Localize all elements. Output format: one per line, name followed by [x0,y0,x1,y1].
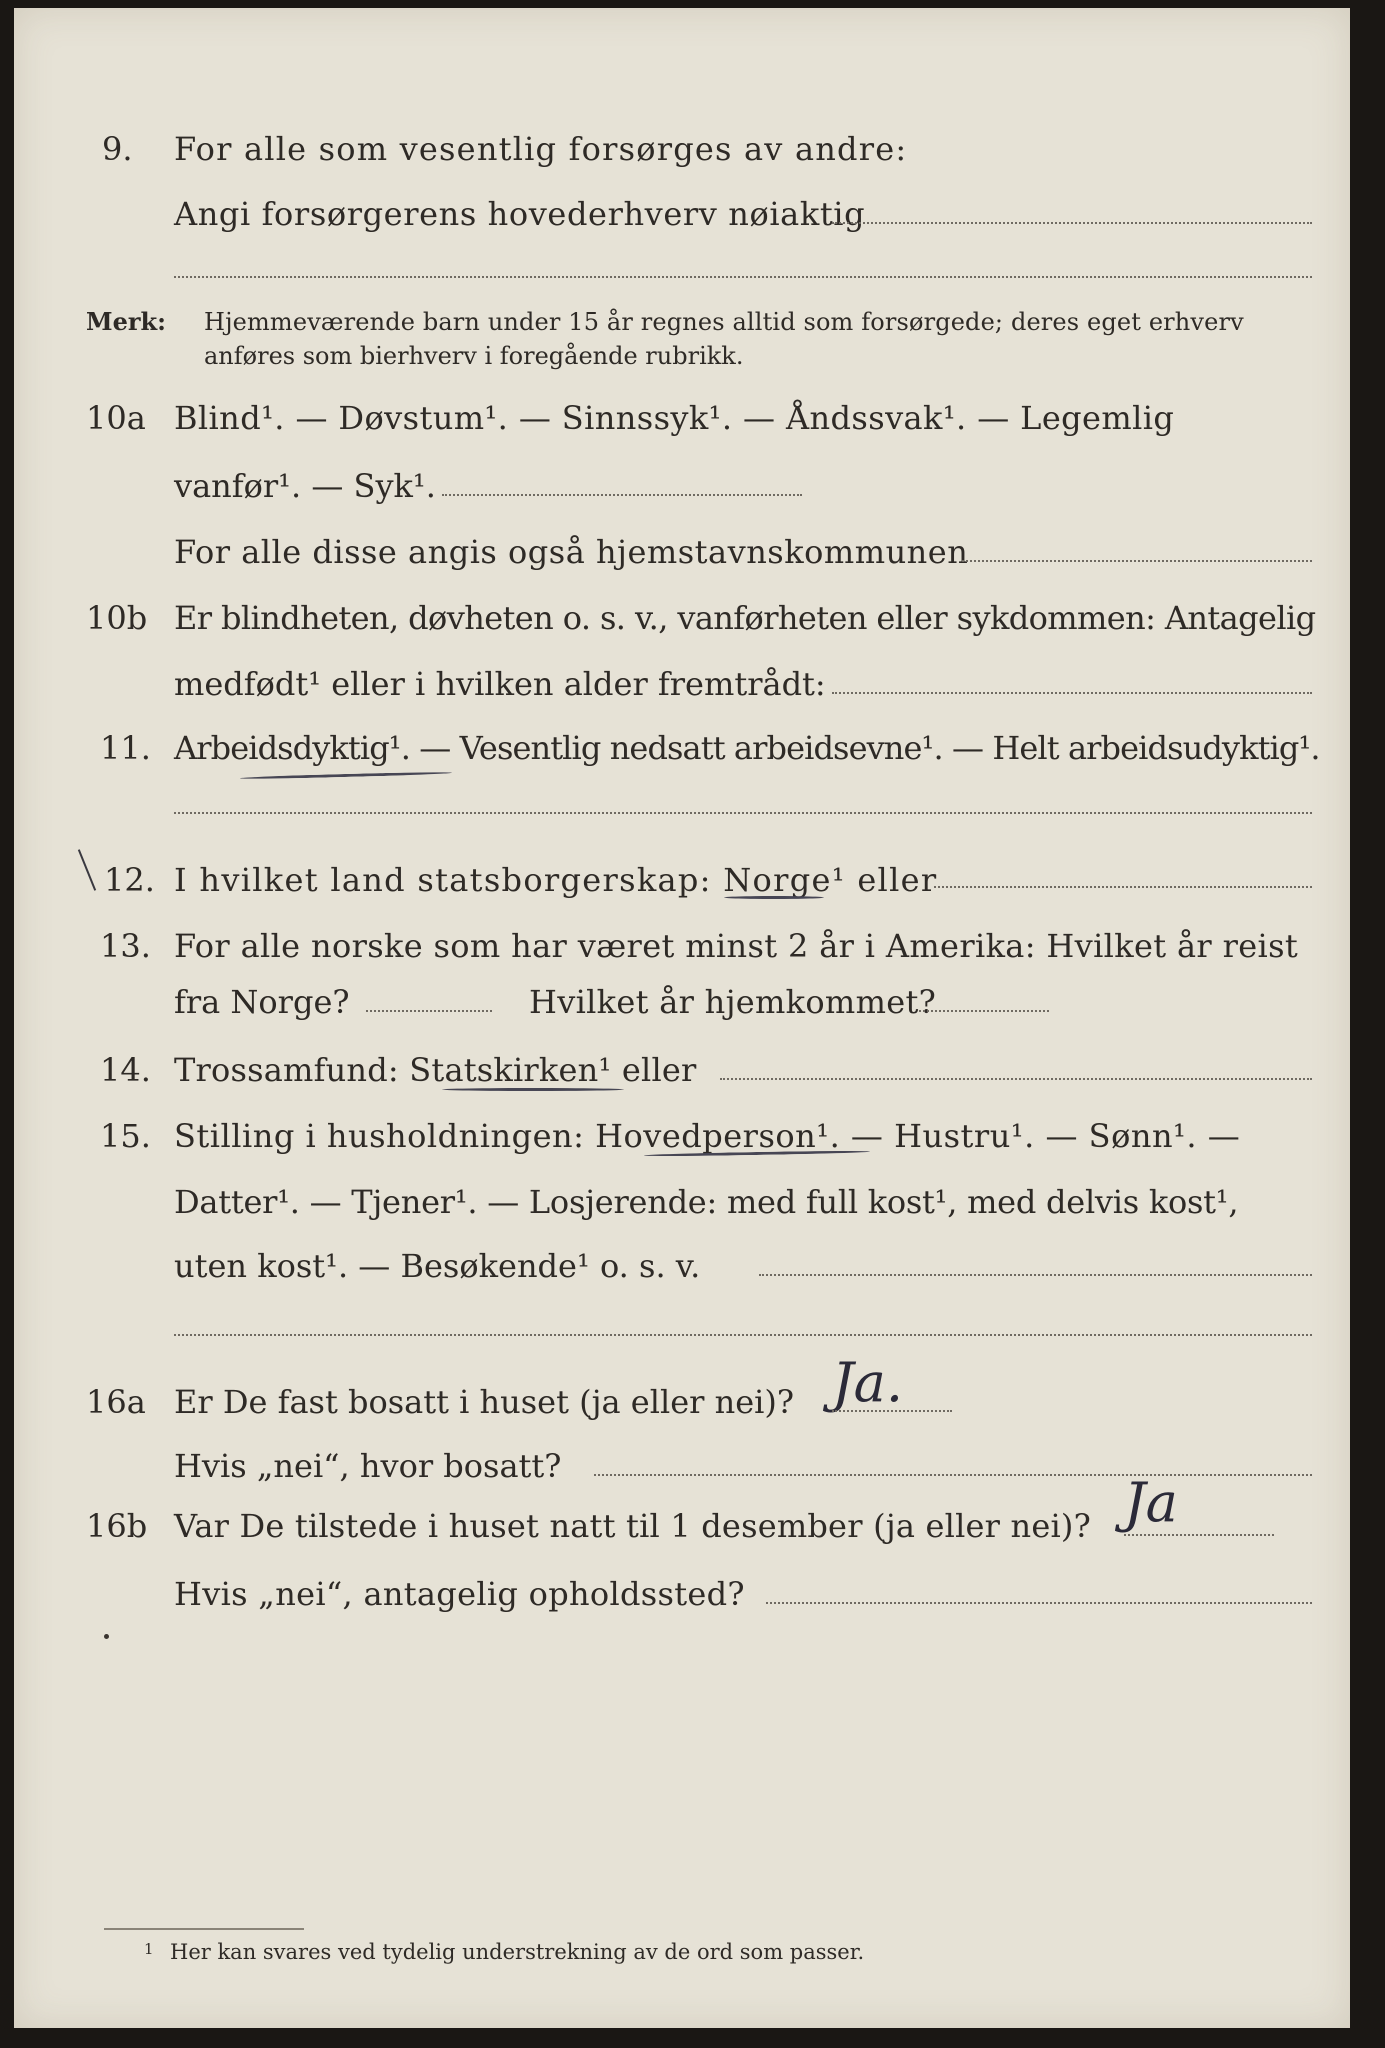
item-16b-location-line [766,1602,1312,1604]
item-13-return-line [919,1010,1049,1012]
item-11-line-1: Arbeidsdyktig¹. — Vesentlig nedsatt arbeidsevne¹. — Helt arbeidsudyktig¹. [174,729,1320,767]
item-10a-answer-line [442,494,802,496]
item-15-answer-line-2 [174,1334,1312,1336]
item-16a-residence-line [594,1474,1312,1476]
item-number-10a: 10a [86,399,146,437]
item-16b-answer-line [1124,1534,1274,1536]
item-number-13: 13. [100,927,151,965]
item-number-15: 15. [100,1117,151,1155]
item-10a-line-3: For alle disse angis også hjemstavnskommunen [174,533,969,571]
merk-line-2: anføres som bierhverv i foregående rubrikk. [204,342,744,370]
item-number-16b: 16b [86,1507,148,1545]
footnote-separator [104,1928,304,1930]
item-number-16a: 16a [86,1383,146,1421]
footnote-text: Her kan svares ved tydelig understrekning av de ord som passer. [170,1940,865,1964]
item-14-line-1: Trossamfund: Statskirken¹ eller [174,1051,697,1089]
item-15-line-3: uten kost¹. — Besøkende¹ o. s. v. [174,1247,701,1285]
item-9-answer-line-2 [174,276,1312,278]
item-9-answer-line [832,222,1312,224]
item-14-answer-line [720,1078,1312,1080]
census-form-page [14,8,1350,2028]
item-10a-line-2: vanfør¹. — Syk¹. [174,467,436,505]
item-12-answer-line [934,886,1312,888]
item-16b-line-1: Var De tilstede i huset natt til 1 desember (ja eller nei)? [174,1507,1091,1545]
item-10b-line-1: Er blindheten, døvheten o. s. v., vanførheten eller sykdommen: Antagelig [174,599,1316,637]
ink-dot [104,1634,109,1639]
item-16a-line-2: Hvis „nei“, hvor bosatt? [174,1447,562,1485]
item-number-12: 12. [104,861,155,899]
item-number-9: 9. [102,130,133,168]
item-15-answer-line [759,1274,1312,1276]
item-number-10b: 10b [86,599,148,637]
item-10a-hometown-line [962,560,1312,562]
item-13-line-1: For alle norske som har været minst 2 år i Amerika: Hvilket år reist [174,927,1299,965]
underline-arbeidsdyktig [240,771,452,780]
merk-line-1: Hjemmeværende barn under 15 år regnes alltid som forsørgede; deres eget erhverv [204,308,1244,336]
item-13-line-2b: Hvilket år hjemkommet? [529,983,937,1021]
item-number-14: 14. [100,1051,151,1089]
item-15-line-1: Stilling i husholdningen: Hovedperson¹. — Hustru¹. — Sønn¹. — [174,1117,1241,1155]
item-11-answer-line [174,812,1312,814]
item-10a-line-1: Blind¹. — Døvstum¹. — Sinnssyk¹. — Åndssvak¹. — Legemlig [174,399,1175,437]
item-15-line-2: Datter¹. — Tjener¹. — Losjerende: med full kost¹, med delvis kost¹, [174,1183,1239,1221]
merk-label: Merk: [86,307,166,336]
underline-norge [724,896,824,899]
item-16a-line-1: Er De fast bosatt i huset (ja eller nei)? [174,1383,795,1421]
underline-statskirken [442,1088,624,1091]
item-9-line-2: Angi forsørgerens hovederhverv nøiaktig [174,195,866,233]
item-16a-answer-line [832,1410,952,1412]
handwritten-answer-16a: Ja. [832,1351,904,1414]
item-10b-answer-line [832,692,1312,694]
item-13-line-2a: fra Norge? [174,983,350,1021]
item-16b-line-2: Hvis „nei“, antagelig opholdssted? [174,1575,745,1613]
item-number-11: 11. [100,729,151,767]
item-10b-line-2: medfødt¹ eller i hvilken alder fremtrådt: [174,665,826,703]
item-12-line-1: I hvilket land statsborgerskap: Norge¹ eller [174,861,938,899]
footnote-mark: 1 [144,1940,154,1958]
item-9-line-1: For alle som vesentlig forsørges av andre: [174,130,908,168]
check-mark [78,849,96,891]
item-13-departure-line [366,1010,492,1012]
handwritten-answer-16b: Ja [1124,1471,1178,1534]
